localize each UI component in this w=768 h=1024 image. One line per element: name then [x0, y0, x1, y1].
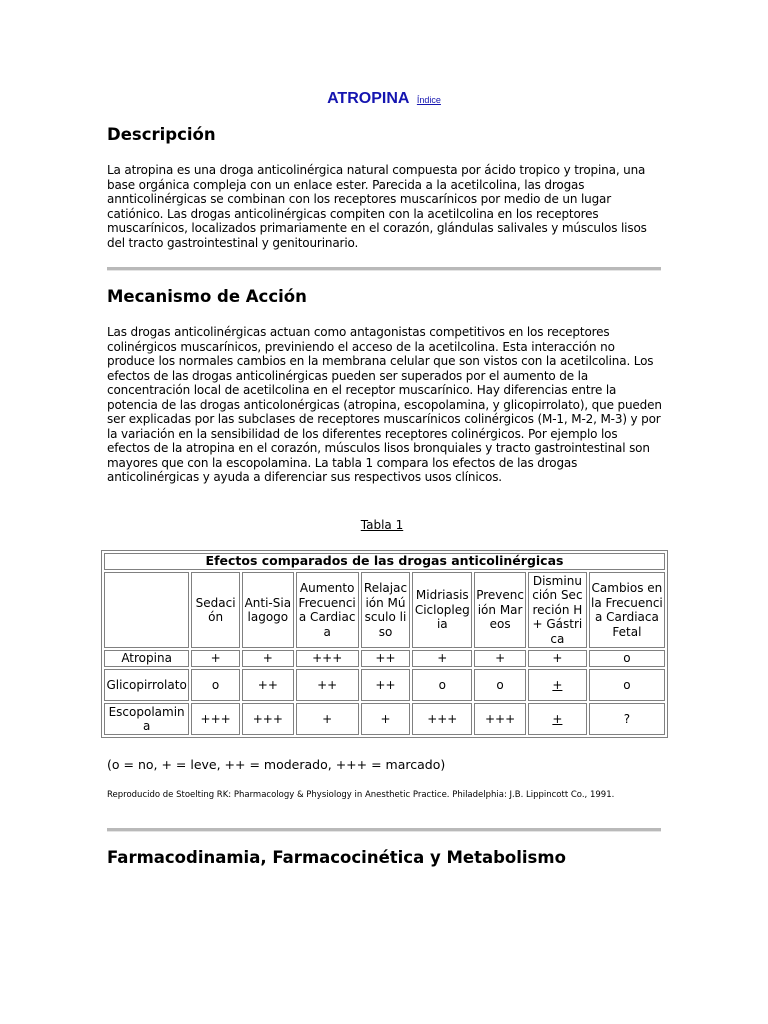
table-reference: Reproducido de Stoelting RK: Pharmacology & Physiology in Anesthetic Practice. Philadelphia: J.B. Lippincott Co., 1991. — [107, 790, 615, 800]
table-header-row — [104, 572, 665, 648]
drug-name: Glicopirrolato — [104, 669, 189, 701]
table-cell: +++ — [412, 703, 472, 735]
table-cell: o — [412, 669, 472, 701]
plus-minus-value: + — [552, 677, 563, 692]
header-cell: Disminución Secreción H+ Gástrica — [528, 572, 587, 648]
header-cell: Anti-Sialagogo — [242, 572, 294, 648]
table-cell — [528, 703, 587, 735]
page-title — [0, 89, 768, 110]
table-cell — [528, 669, 587, 701]
drug-name: Atropina — [104, 650, 189, 667]
table-cell: o — [589, 650, 665, 667]
title-text: ATROPINA — [327, 90, 410, 107]
table-cell: o — [589, 669, 665, 701]
header-cell: Aumento Frecuencia Cardiaca — [296, 572, 359, 648]
table-cell: ? — [589, 703, 665, 735]
table-label-text: Tabla 1 — [360, 518, 404, 532]
table-cell: + — [528, 650, 587, 667]
table-row — [104, 703, 665, 735]
descripcion-text: La atropina es una droga anticolinérgica natural compuesta por ácido tropico y tropina, una base orgánica compleja con un enlace ester. Parecida a la acetilcolina, las drogas annticolinérgicas se combinan con los receptores muscarínicos por medio de un lugar catiónico. Las drogas anticolinérgicas compiten con la acetilcolina en los receptores muscarínicos, localizados primariamente en el corazón, glándulas salivales y músculos lisos del tracto gastrointestinal y genitourinario. — [107, 163, 647, 250]
table-row — [104, 650, 665, 667]
table-legend: (o = no, + = leve, ++ = moderado, +++ = marcado) — [107, 757, 446, 772]
comparison-table — [101, 550, 668, 738]
header-cell: Midriasis Cicloplegia — [412, 572, 472, 648]
table-cell: + — [474, 650, 526, 667]
heading-mecanismo: Mecanismo de Acción — [107, 287, 307, 306]
table-cell: + — [191, 650, 240, 667]
table-cell: + — [242, 650, 294, 667]
divider — [107, 267, 661, 271]
plus-minus-value: + — [552, 711, 563, 726]
divider — [107, 828, 661, 832]
table-cell: +++ — [242, 703, 294, 735]
table-cell: +++ — [191, 703, 240, 735]
table-cell: ++ — [296, 669, 359, 701]
table-cell: o — [191, 669, 240, 701]
heading-descripcion: Descripción — [107, 125, 216, 144]
header-cell: Relajación Músculo liso — [361, 572, 411, 648]
header-cell: Cambios en la Frecuencia Cardiaca Fetal — [589, 572, 665, 648]
table-cell: + — [412, 650, 472, 667]
heading-farmacodinamia: Farmacodinamia, Farmacocinética y Metabolismo — [107, 848, 566, 867]
table-cell: + — [296, 703, 359, 735]
table-row — [104, 669, 665, 701]
table-cell: o — [474, 669, 526, 701]
table-cell: ++ — [361, 669, 411, 701]
table-cell: +++ — [296, 650, 359, 667]
table-cell: ++ — [361, 650, 411, 667]
index-link[interactable]: Índice — [416, 95, 441, 105]
table-cell: + — [361, 703, 411, 735]
header-cell — [104, 572, 189, 648]
table-label — [0, 518, 764, 533]
table-cell: +++ — [474, 703, 526, 735]
drug-name: Escopolamina — [104, 703, 189, 735]
mecanismo-text: Las drogas anticolinérgicas actuan como antagonistas competitivos en los receptores colinérgicos muscarínicos, previniendo el acceso de la acetilcolina. Esta interacción no produce los normales cambios en la membrana celular que son vistos con la acetilcolina. Los efectos de las drogas anticolinérgicas pueden ser superados por el aumento de la concentración local de acetilcolina en el receptor muscarínico. Hay diferencias entre la potencia de las drogas anticolonérgicas (atropina, escopolamina, y glicopirrolato), que pueden ser explicadas por las subclases de receptores muscarínicos colinérgicos (M-1, M-2, M-3) y por la variación en la sensibilidad de los diferentes receptores colinérgicos. Por ejemplo los efectos de la atropina en el corazón, músculos lisos bronquiales y tracto gastrointestinal son mayores que con la escopolamina. La tabla 1 compara los efectos de las drogas anticolinérgicas y ayuda a diferenciar sus respectivos usos clínicos. — [107, 325, 662, 484]
header-cell: Prevención Mareos — [474, 572, 526, 648]
header-cell: Sedación — [191, 572, 240, 648]
table-cell: ++ — [242, 669, 294, 701]
table-caption: Efectos comparados de las drogas anticolinérgicas — [104, 553, 665, 570]
